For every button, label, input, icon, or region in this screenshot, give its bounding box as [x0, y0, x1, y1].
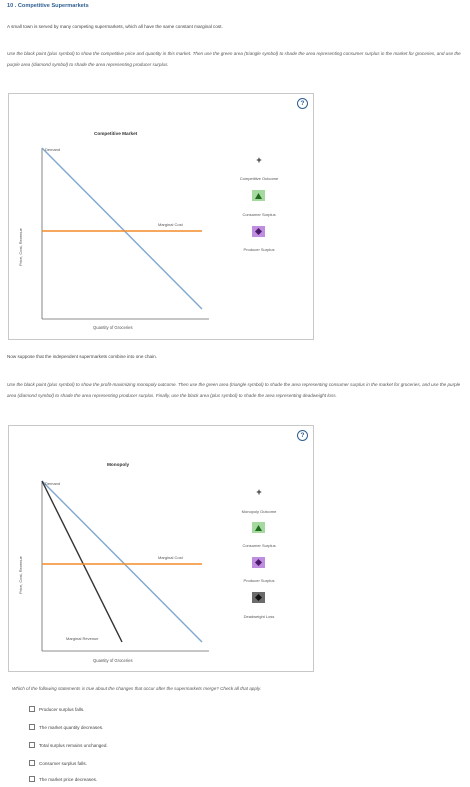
option-label: Total surplus remains unchanged. [39, 742, 108, 748]
checkbox[interactable] [29, 760, 35, 766]
option-label: The market quantity decreases. [39, 724, 104, 730]
diamond-icon [255, 559, 262, 566]
question-title: 10 . Competitive Supermarkets [7, 3, 89, 9]
option-label: Producer surplus falls. [39, 706, 85, 712]
legend-label: Producer Surplus [243, 578, 275, 583]
diamond-icon [255, 228, 262, 235]
checkbox[interactable] [29, 776, 35, 782]
monopoly-graph-panel [8, 425, 314, 672]
transition-text: Now suppose that the independent supermarkets combine into one chain. [7, 354, 157, 359]
consumer-surplus-tool[interactable] [252, 522, 265, 533]
marginal-revenue-curve [42, 481, 122, 642]
option-total-surplus-unchanged[interactable] [29, 742, 108, 748]
help-button[interactable]: ? [297, 430, 308, 441]
legend-label: Consumer Surplus [242, 212, 276, 217]
y-axis-label: Price, Cost, Revenue [18, 556, 23, 594]
x-axis-label: Quantity of Groceries [93, 325, 133, 330]
option-price-decreases[interactable] [29, 776, 97, 782]
competitive-graph-panel [8, 93, 314, 340]
option-producer-surplus-falls[interactable] [29, 706, 84, 712]
graph-title: Monopoly [107, 462, 130, 467]
legend-label: Competitive Outcome [239, 176, 279, 181]
monopoly-graph[interactable] [9, 426, 313, 671]
consumer-surplus-tool[interactable] [252, 190, 265, 201]
option-label: The market price decreases. [39, 776, 98, 782]
plus-icon[interactable]: + [256, 487, 262, 497]
marginal-revenue-label: Marginal Revenue [66, 636, 99, 641]
legend-label: Producer Surplus [243, 247, 275, 252]
help-button[interactable]: ? [297, 98, 308, 109]
checkbox-question-prompt: Which of the following statements is true about the changes that occur after the supermarkets merge? Check all that apply. [12, 686, 262, 691]
legend-label: Deadweight Loss [243, 614, 275, 619]
intro-text: A small town is served by many competing supermarkets, which all have the same constant marginal cost. [7, 24, 223, 29]
marginal-cost-label: Marginal Cost [158, 222, 183, 227]
monopoly-instructions: Use the black point (plus symbol) to show the profit-maximizing monopoly outcome. Then use the green area (triangle symbol) to shade the area representing consumer surplus in the market for groceries, and use the purple area (diamond symbol) to shade the area representing producer surplus. Finally, use the black area (plus symbol) to shade the area representing deadweight loss. [7, 382, 461, 398]
triangle-icon [255, 193, 262, 199]
x-axis-label: Quantity of Groceries [93, 658, 133, 663]
option-consumer-surplus-falls[interactable] [29, 760, 87, 766]
deadweight-loss-tool[interactable] [252, 592, 265, 603]
competitive-instructions: Use the black point (plus symbol) to show the competitive price and quantity in this market. Then use the green area (triangle symbol) to shade the area representing consumer surplus in the market for groceries, and use the purple area (diamond symbol) to shade the area representing producer surplus. [7, 51, 461, 67]
checkbox[interactable] [29, 706, 35, 712]
y-axis-label: Price, Cost, Revenue [18, 228, 23, 266]
option-label: Consumer surplus falls. [39, 760, 87, 766]
demand-label: Demand [45, 147, 61, 152]
producer-surplus-tool[interactable] [252, 226, 265, 237]
producer-surplus-tool[interactable] [252, 557, 265, 568]
plus-icon [255, 594, 262, 601]
demand-label: Demand [45, 481, 61, 486]
plus-icon[interactable]: + [256, 155, 262, 165]
marginal-cost-label: Marginal Cost [158, 555, 183, 560]
legend-label: Monopoly Outcome [241, 509, 277, 514]
demand-curve [42, 481, 202, 642]
demand-curve [42, 148, 202, 309]
legend-label: Consumer Surplus [242, 543, 276, 548]
graph-title: Competitive Market [94, 131, 138, 136]
triangle-icon [255, 525, 262, 531]
checkbox[interactable] [29, 724, 35, 730]
checkbox[interactable] [29, 742, 35, 748]
option-quantity-decreases[interactable] [29, 724, 103, 730]
